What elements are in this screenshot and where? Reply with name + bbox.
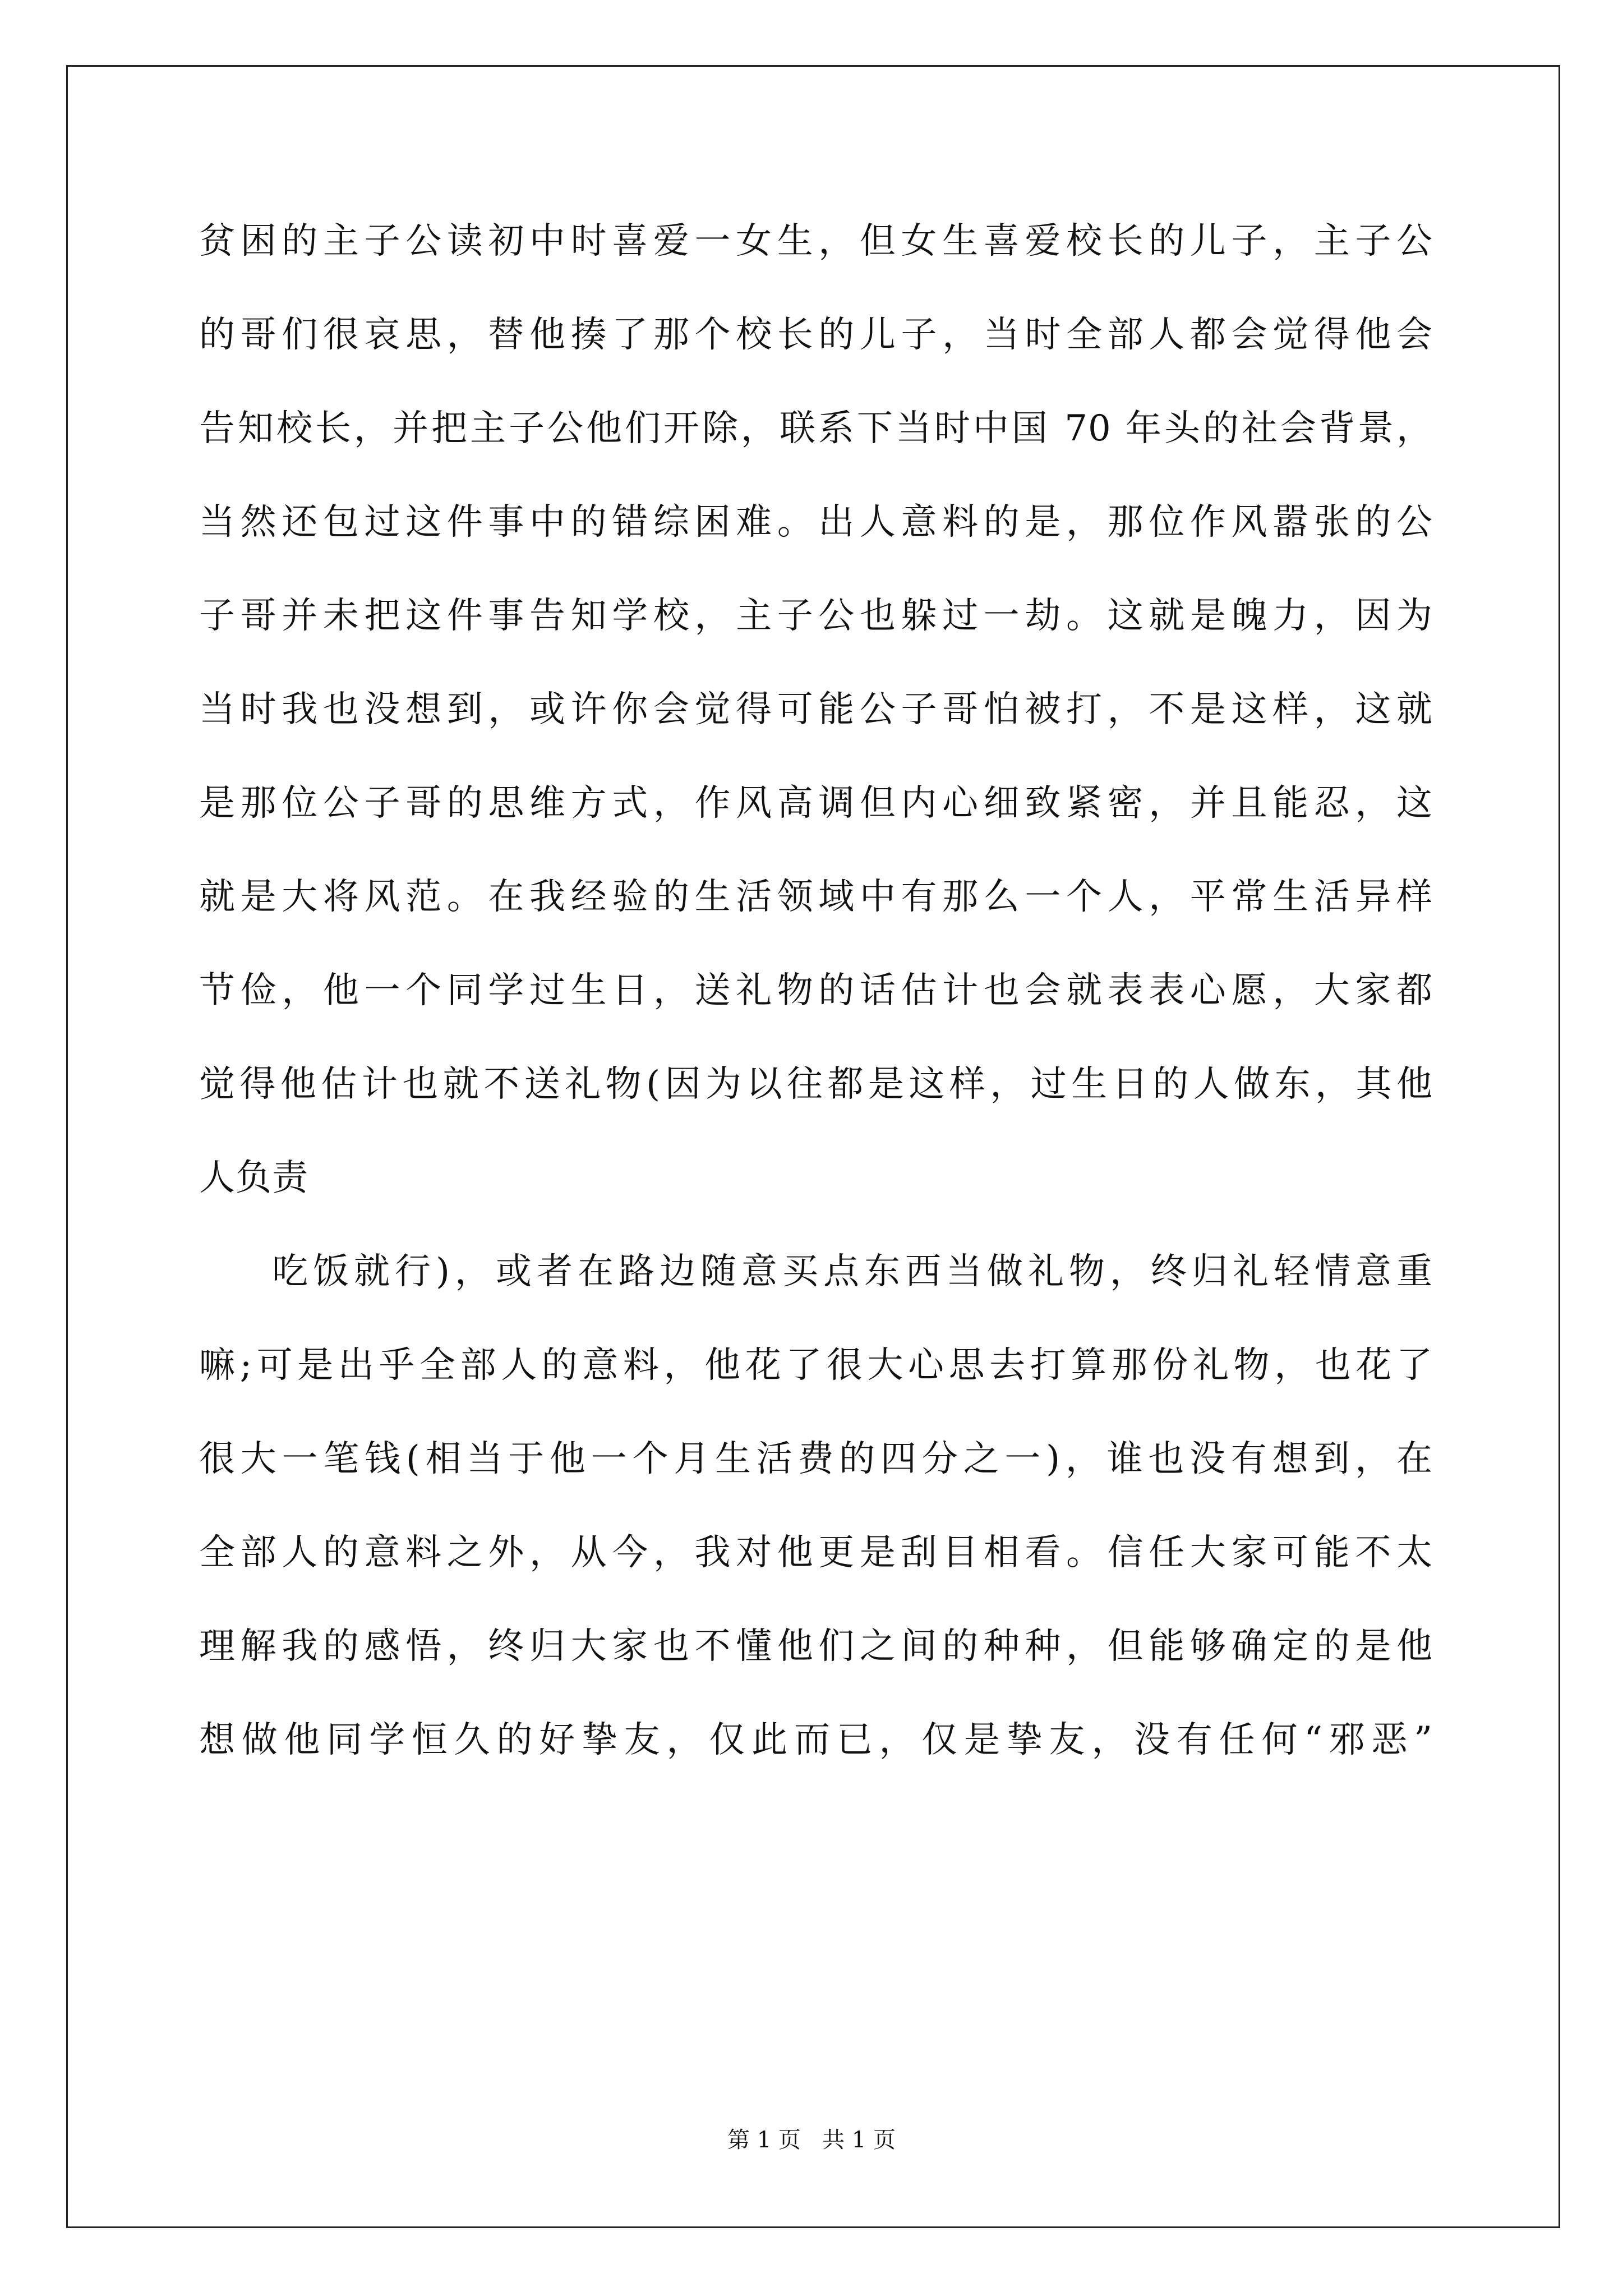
text-line: 嘛;可是出乎全部人的意料，他花了很大心思去打算那份礼物，也花了 bbox=[199, 1345, 1433, 1386]
page-number-footer: 第 1 页 共 1 页 bbox=[727, 2127, 896, 2153]
paragraph-1 bbox=[199, 213, 1433, 1244]
text-line: 告知校长，并把主子公他们开除，联系下当时中国 70 年头的社会背景， bbox=[199, 408, 1433, 449]
text-line: 很大一笔钱(相当于他一个月生活费的四分之一)，谁也没有想到，在 bbox=[199, 1438, 1433, 1480]
text-line: 贫困的主子公读初中时喜爱一女生，但女生喜爱校长的儿子，主子公 bbox=[199, 220, 1433, 262]
text-line: 节俭，他一个同学过生日，送礼物的话估计也会就表表心愿，大家都 bbox=[199, 970, 1433, 1011]
paragraph-2 bbox=[199, 1244, 1433, 1806]
text-line: 全部人的意料之外，从今，我对他更是刮目相看。信任大家可能不太 bbox=[199, 1532, 1433, 1573]
text-line: 吃饭就行)，或者在路边随意买点东西当做礼物，终归礼轻情意重 bbox=[272, 1251, 1433, 1292]
text-line: 理解我的感悟，终归大家也不懂他们之间的种种，但能够确定的是他 bbox=[199, 1626, 1433, 1667]
text-line: 人负责 bbox=[199, 1157, 308, 1199]
text-line: 当然还包过这件事中的错综困难。出人意料的是，那位作风嚣张的公 bbox=[199, 501, 1433, 543]
text-line: 就是大将风范。在我经验的生活领域中有那么一个人，平常生活异样 bbox=[199, 876, 1433, 918]
text-line: 的哥们很哀思，替他揍了那个校长的儿子，当时全部人都会觉得他会 bbox=[199, 314, 1433, 356]
text-line: 当时我也没想到，或许你会觉得可能公子哥怕被打，不是这样，这就 bbox=[199, 689, 1433, 730]
text-line: 是那位公子哥的思维方式，作风高调但内心细致紧密，并且能忍，这 bbox=[199, 783, 1433, 824]
text-line: 子哥并未把这件事告知学校，主子公也躲过一劫。这就是魄力，因为 bbox=[199, 595, 1433, 637]
document-body bbox=[199, 213, 1433, 1806]
text-line: 觉得他估计也就不送礼物(因为以往都是这样，过生日的人做东，其他 bbox=[199, 1064, 1433, 1105]
text-line: 想做他同学恒久的好挚友，仅此而已，仅是挚友，没有任何“邪恶” bbox=[199, 1719, 1433, 1761]
